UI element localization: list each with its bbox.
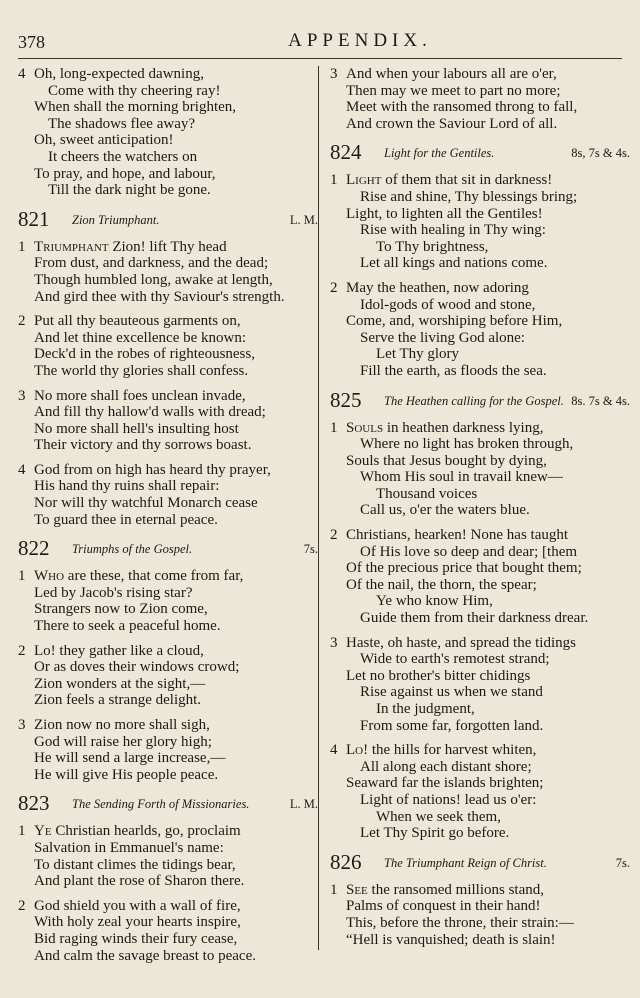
- first-word: See: [346, 881, 368, 898]
- stanza-first-line: [326, 420, 632, 437]
- line-text: Put all thy beauteous garments on,: [34, 313, 241, 330]
- hymn-meter: L. M.: [289, 797, 318, 812]
- hymn-title: The Sending Forth of Missionaries.: [72, 797, 250, 812]
- verse-line: This, before the throne, their strain:—: [346, 914, 574, 931]
- hymn-meter: 8s. 7s & 4s.: [571, 393, 630, 408]
- stanza: [326, 742, 632, 842]
- line-text: Christians, hearken! None has taught: [346, 527, 569, 544]
- hymn-meter: 7s.: [303, 542, 318, 557]
- verse-line: Guide them from their darkness drear.: [360, 610, 589, 627]
- hymn-heading: [14, 207, 320, 231]
- hymn-title: Light for the Gentiles.: [384, 146, 495, 161]
- stanza-first-line: [326, 527, 632, 544]
- hymn-meter: 8s, 7s & 4s.: [571, 146, 630, 161]
- stanza-number: 2: [18, 313, 26, 330]
- header-rule: [18, 58, 622, 59]
- line-text: ! the hills for harvest whiten,: [363, 742, 537, 759]
- stanza-number: 2: [18, 642, 26, 659]
- line-text: No more shall foes unclean invade,: [34, 387, 246, 404]
- verse-line: When we seek them,: [376, 808, 501, 825]
- stanza: [326, 527, 632, 627]
- verse-line: Let Thy glory: [376, 346, 460, 363]
- first-word: Light: [346, 172, 382, 189]
- stanza-first-line: [14, 568, 320, 585]
- stanza: [14, 717, 320, 783]
- stanza-number: 1: [330, 881, 338, 898]
- hymn-title: Zion Triumphant.: [72, 212, 160, 227]
- stanza-number: 4: [18, 461, 26, 478]
- verse-line: Light, to lighten all the Gentiles!: [346, 205, 543, 222]
- verse-line: And calm the savage breast to peace.: [34, 947, 256, 964]
- line-text: are these, that come from far,: [64, 568, 244, 585]
- stanza-number: 4: [18, 66, 26, 82]
- page-number: 378: [18, 32, 45, 52]
- verse-line: Call us, o'er the waters blue.: [360, 502, 530, 519]
- verse-line: Wide to earth's remotest strand;: [360, 651, 550, 668]
- line-text: Lo! they gather like a cloud,: [34, 642, 204, 659]
- stanza-number: 1: [18, 238, 26, 255]
- stanza-number: 3: [330, 634, 338, 651]
- hymn-title: The Heathen calling for the Gospel.: [384, 393, 564, 408]
- verse-line: From dust, and darkness, and the dead;: [34, 255, 269, 272]
- verse-line: Deck'd in the robes of righteousness,: [34, 346, 255, 363]
- hymn-number: 823: [18, 791, 50, 816]
- line-text: And when your labours all are o'er,: [346, 66, 557, 82]
- stanza-first-line: [14, 717, 320, 734]
- verse-line: With holy zeal your hearts inspire,: [34, 914, 241, 931]
- stanza: [326, 172, 632, 272]
- line-text: Zion now no more shall sigh,: [34, 717, 210, 733]
- verse-line: Rise with healing in Thy wing:: [360, 222, 546, 239]
- verse-line: He will give His people peace.: [34, 766, 219, 783]
- verse-line: Let all kings and nations come.: [360, 255, 548, 272]
- verse-line: Come, and, worshiping before Him,: [346, 313, 563, 330]
- stanza-first-line: [326, 172, 632, 189]
- verse-line: From some far, forgotten land.: [360, 717, 544, 734]
- verse-line: Nor will thy watchful Monarch cease: [34, 495, 258, 512]
- first-word: Ye: [34, 823, 52, 840]
- verse-line: Thousand voices: [376, 485, 478, 502]
- verse-line: Led by Jacob's rising star?: [34, 584, 193, 601]
- line-text: the ransomed millions stand,: [367, 881, 545, 898]
- verse-line: No more shall hell's insulting host: [34, 420, 239, 437]
- line-text: Zion! lift Thy head: [108, 238, 227, 255]
- verse-line: Then may we meet to part no more;: [346, 82, 561, 99]
- stanza-first-line: [14, 643, 320, 660]
- hymn-number: 821: [18, 206, 50, 231]
- stanza-first-line: [14, 388, 320, 405]
- hymn-title: Triumphs of the Gospel.: [72, 542, 193, 557]
- verse-line: It cheers the watchers on: [48, 148, 198, 165]
- verse-line: And fill thy hallow'd walls with dread;: [34, 404, 266, 421]
- verse-line: And plant the rose of Sharon there.: [34, 873, 245, 890]
- first-word: Souls: [346, 419, 384, 436]
- left-column: [14, 66, 320, 972]
- hymn-title: The Triumphant Reign of Christ.: [384, 855, 547, 870]
- stanza-number: 2: [330, 527, 338, 544]
- stanza: [14, 239, 320, 305]
- stanza: [326, 66, 632, 132]
- stanza: [14, 643, 320, 709]
- hymn-meter: L. M.: [289, 212, 318, 227]
- verse-line: The shadows flee away?: [48, 115, 196, 132]
- stanza-first-line: [326, 635, 632, 652]
- stanza-first-line: [14, 66, 320, 83]
- stanza: [326, 635, 632, 735]
- stanza: [326, 882, 632, 948]
- line-text: Oh, long-expected dawning,: [34, 66, 204, 82]
- line-text: God shield you with a wall of fire,: [34, 897, 241, 914]
- stanza-first-line: [326, 742, 632, 759]
- verse-line: To distant climes the tidings bear,: [34, 856, 236, 873]
- hymn-number: 822: [18, 536, 50, 561]
- hymn-number: 826: [330, 849, 362, 874]
- verse-line: Let no brother's bitter chidings: [346, 667, 531, 684]
- verse-line: When shall the morning brighten,: [34, 99, 237, 116]
- verse-line: Where no light has broken through,: [360, 436, 574, 453]
- verse-line: Though humbled long, awake at length,: [34, 271, 273, 288]
- verse-line: Idol-gods of wood and stone,: [360, 296, 536, 313]
- verse-line: Their victory and thy sorrows boast.: [34, 437, 252, 454]
- verse-line: Zion feels a strange delight.: [34, 692, 202, 709]
- stanza-number: 1: [18, 823, 26, 840]
- verse-line: His hand thy ruins shall repair:: [34, 478, 220, 495]
- stanza-first-line: [326, 66, 632, 83]
- hymn-number: 825: [330, 387, 362, 412]
- verse-line: God will raise her glory high;: [34, 733, 212, 750]
- stanza: [326, 420, 632, 520]
- verse-line: And gird thee with thy Saviour's strength.: [34, 288, 285, 305]
- verse-line: Palms of conquest in their hand!: [346, 898, 541, 915]
- hymn-heading: [14, 791, 320, 815]
- hymn-heading: [326, 140, 632, 164]
- verse-line: Seaward far the islands brighten;: [346, 775, 544, 792]
- verse-line: Souls that Jesus bought by dying,: [346, 452, 547, 469]
- stanza-number: 2: [330, 279, 338, 296]
- stanza: [14, 313, 320, 379]
- verse-line: To Thy brightness,: [376, 238, 489, 255]
- verse-line: Rise and shine, Thy blessings bring;: [360, 188, 578, 205]
- line-text: God from on high has heard thy prayer,: [34, 461, 271, 478]
- line-text: May the heathen, now adoring: [346, 279, 529, 296]
- stanza-number: 1: [330, 419, 338, 436]
- line-text: in heathen darkness lying,: [383, 419, 544, 436]
- stanza-number: 3: [18, 387, 26, 404]
- verse-line: The world thy glories shall confess.: [34, 362, 249, 379]
- stanza-first-line: [14, 462, 320, 479]
- verse-line: Ye who know Him,: [376, 593, 493, 610]
- stanza: [14, 823, 320, 889]
- verse-line: There to seek a peaceful home.: [34, 618, 221, 635]
- verse-line: Till the dark night be gone.: [48, 182, 211, 199]
- verse-line: Meet with the ransomed throng to fall,: [346, 99, 578, 116]
- verse-line: Whom His soul in travail knew—: [360, 469, 563, 486]
- verse-line: Light of nations! lead us o'er:: [360, 791, 537, 808]
- stanza-number: 3: [18, 717, 26, 733]
- stanza-first-line: [14, 313, 320, 330]
- first-word: Lo: [346, 742, 364, 759]
- right-column: [326, 66, 632, 956]
- verse-line: To pray, and hope, and labour,: [34, 165, 216, 182]
- stanza-number: 4: [330, 742, 338, 759]
- verse-line: Zion wonders at the sight,—: [34, 675, 206, 692]
- verse-line: Of the nail, the thorn, the spear;: [346, 576, 537, 593]
- stanza-first-line: [326, 280, 632, 297]
- verse-line: To guard thee in eternal peace.: [34, 511, 218, 528]
- stanza: [14, 898, 320, 964]
- stanza-first-line: [14, 239, 320, 256]
- hymn-heading: [326, 850, 632, 874]
- stanza-number: 1: [18, 568, 26, 585]
- verse-line: And let thine excellence be known:: [34, 329, 247, 346]
- hymn-heading: [326, 388, 632, 412]
- verse-line: Bid raging winds their fury cease,: [34, 930, 238, 947]
- stanza: [14, 388, 320, 454]
- first-word: Who: [34, 568, 65, 585]
- stanza-first-line: [14, 898, 320, 915]
- hymn-heading: [14, 536, 320, 560]
- verse-line: And crown the Saviour Lord of all.: [346, 115, 558, 132]
- verse-line: Let Thy Spirit go before.: [360, 825, 510, 842]
- page-header: [18, 26, 622, 56]
- verse-line: Fill the earth, as floods the sea.: [360, 362, 547, 379]
- hymn-meter: 7s.: [615, 855, 630, 870]
- verse-line: All along each distant shore;: [360, 758, 532, 775]
- line-text: Christian hearlds, go, proclaim: [51, 823, 241, 840]
- stanza-first-line: [326, 882, 632, 899]
- line-text: of them that sit in darkness!: [381, 172, 553, 189]
- hymn-number: 824: [330, 140, 362, 165]
- stanza: [14, 66, 320, 199]
- verse-line: Oh, sweet anticipation!: [34, 132, 174, 149]
- first-word: Triumphant: [34, 238, 109, 255]
- stanza-number: 1: [330, 172, 338, 189]
- verse-line: He will send a large increase,—: [34, 750, 226, 767]
- verse-line: Of His love so deep and dear; [them: [360, 543, 578, 560]
- line-text: Haste, oh haste, and spread the tidings: [346, 634, 576, 651]
- stanza: [326, 280, 632, 380]
- stanza-number: 2: [18, 897, 26, 914]
- verse-line: Rise against us when we stand: [360, 684, 543, 701]
- verse-line: Salvation in Emmanuel's name:: [34, 839, 224, 856]
- verse-line: Come with thy cheering ray!: [48, 82, 221, 99]
- verse-line: Serve the living God alone:: [360, 329, 525, 346]
- verse-line: In the judgment,: [376, 701, 475, 717]
- page-title: APPENDIX.: [288, 30, 432, 51]
- verse-line: Strangers now to Zion come,: [34, 601, 208, 618]
- stanza: [14, 462, 320, 528]
- stanza-first-line: [14, 823, 320, 840]
- stanza-number: 3: [330, 66, 338, 82]
- verse-line: “Hell is vanquished; death is slain!: [346, 931, 556, 948]
- verse-line: Of the precious price that bought them;: [346, 560, 582, 577]
- stanza: [14, 568, 320, 634]
- verse-line: Or as doves their windows crowd;: [34, 659, 240, 676]
